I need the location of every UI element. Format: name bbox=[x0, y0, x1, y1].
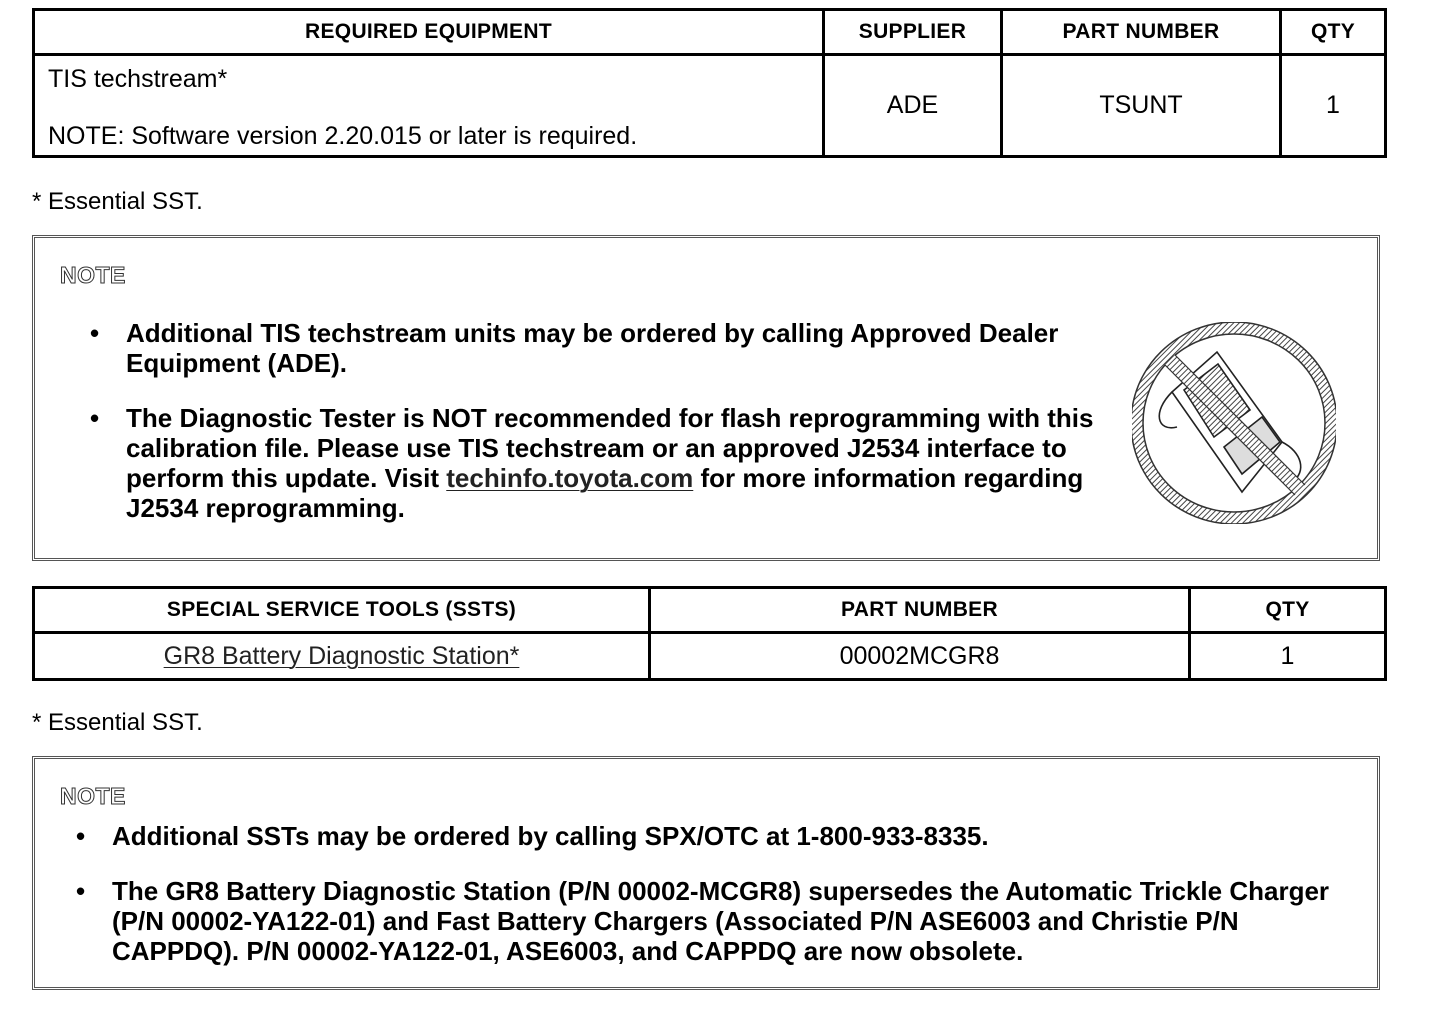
header-qty: QTY bbox=[1281, 10, 1386, 55]
bullet-dot: • bbox=[76, 821, 86, 851]
note-bullet-text: The Diagnostic Tester is NOT recommended for flash reprogramming with this calibration file. Please use TIS techstream or an approved J2534 interface to perform this update. Visit bbox=[126, 403, 1094, 493]
tool-cell bbox=[34, 633, 650, 680]
no-diagnostic-tester-icon bbox=[1132, 322, 1336, 524]
note-bullet-text: Additional TIS techstream units may be ordered by calling Approved Dealer Equipment (ADE). bbox=[126, 318, 1059, 378]
header-part-number: PART NUMBER bbox=[1002, 10, 1281, 55]
bullet-dot: • bbox=[90, 318, 100, 348]
bullet-dot: • bbox=[76, 876, 86, 906]
note-title: NOTE bbox=[60, 262, 126, 288]
table-row bbox=[34, 633, 1386, 680]
qty-cell: 1 bbox=[1281, 55, 1386, 157]
footnote-essential-sst: * Essential SST. bbox=[32, 709, 203, 736]
list-item bbox=[76, 821, 1352, 851]
techinfo-link[interactable]: techinfo.toyota.com bbox=[446, 463, 694, 493]
table-header-row bbox=[34, 588, 1386, 633]
required-equipment-table bbox=[32, 8, 1387, 158]
header-qty: QTY bbox=[1190, 588, 1386, 633]
table-header-row bbox=[34, 10, 1386, 55]
note-bullet-text-end: for more information regarding J2534 reprogramming. bbox=[126, 463, 1084, 523]
bullet-dot: • bbox=[90, 403, 100, 433]
list-item bbox=[76, 876, 1352, 966]
gr8-battery-station-link[interactable]: GR8 Battery Diagnostic Station* bbox=[163, 641, 520, 670]
special-service-tools-table bbox=[32, 586, 1387, 681]
note-bullet-list bbox=[76, 821, 1352, 966]
note-title: NOTE bbox=[60, 783, 126, 809]
list-item bbox=[90, 403, 1116, 523]
footnote-essential-sst: * Essential SST. bbox=[32, 188, 203, 215]
note-bullet-text: The GR8 Battery Diagnostic Station (P/N 00002-MCGR8) supersedes the Automatic Trickle Charger (P/N 00002-YA122-01) and Fast Battery Chargers (Associated P/N ASE6003 and Christie P/N CAPPDQ). P/N 00002-YA122-01, ASE6003, and CAPPDQ are now obsolete. bbox=[112, 876, 1330, 966]
qty-cell: 1 bbox=[1190, 633, 1386, 680]
note-bullet-text: Additional SSTs may be ordered by calling SPX/OTC at 1-800-933-8335. bbox=[112, 821, 989, 851]
list-item bbox=[90, 318, 1116, 378]
equipment-note: NOTE: Software version 2.20.015 or later is required. bbox=[48, 122, 638, 150]
header-supplier: SUPPLIER bbox=[824, 10, 1002, 55]
table-row bbox=[34, 55, 1386, 157]
header-part-number: PART NUMBER bbox=[650, 588, 1190, 633]
part-number-cell: 00002MCGR8 bbox=[650, 633, 1190, 680]
header-required-equipment: REQUIRED EQUIPMENT bbox=[34, 10, 824, 55]
equipment-cell bbox=[34, 55, 824, 157]
supplier-cell: ADE bbox=[824, 55, 1002, 157]
equipment-name: TIS techstream* bbox=[48, 65, 228, 93]
header-special-service-tools: SPECIAL SERVICE TOOLS (SSTS) bbox=[34, 588, 650, 633]
note-bullet-list bbox=[90, 318, 1116, 523]
part-number-cell: TSUNT bbox=[1002, 55, 1281, 157]
